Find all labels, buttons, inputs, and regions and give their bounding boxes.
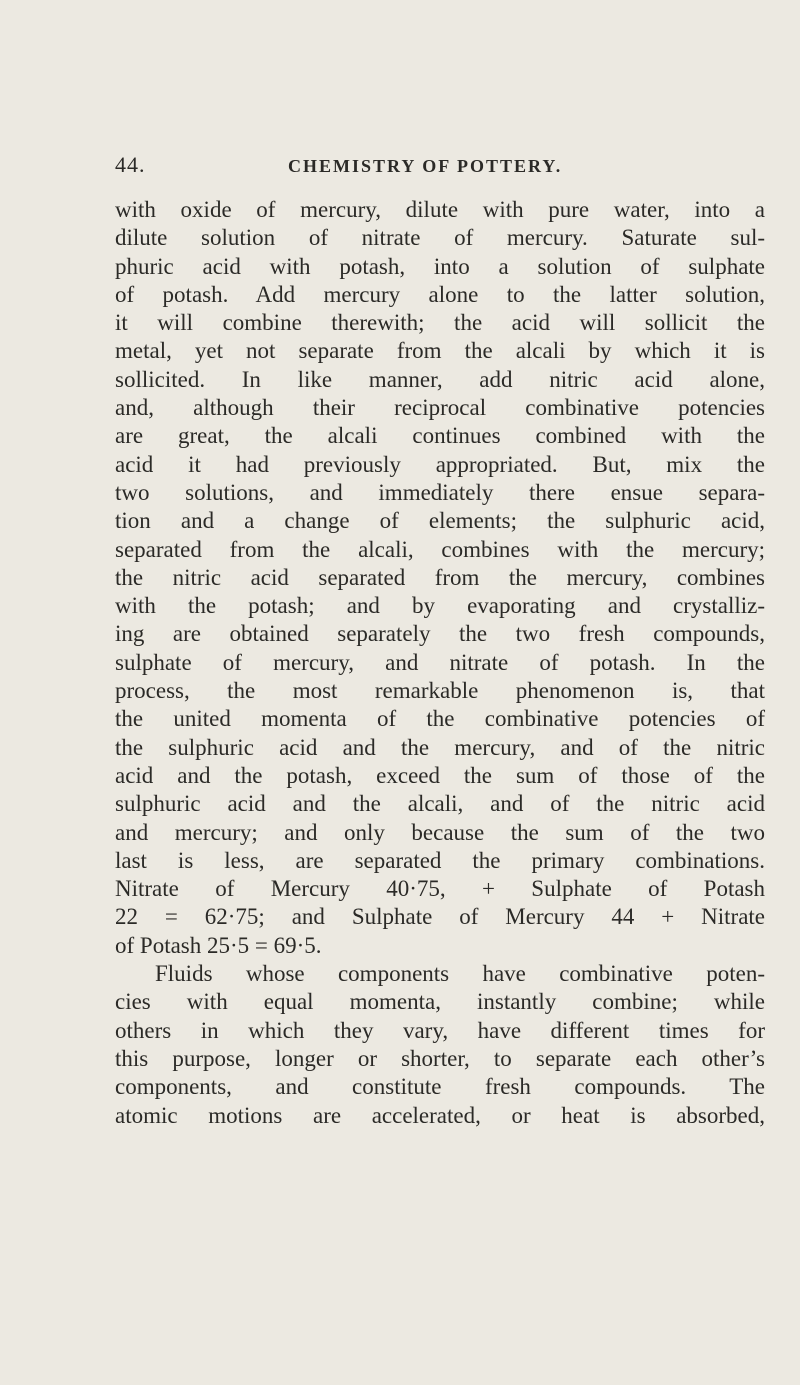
text-line: cies with equal momenta, instantly combine; while [115,989,765,1015]
text-line: sulphate of mercury, and nitrate of potash. In the [115,649,765,675]
text-line: sollicited. In like manner, add nitric acid alone, [115,366,765,392]
text-line: with oxide of mercury, dilute with pure water, into a [115,197,765,222]
text-line: process, the most remarkable phenomenon is, that [115,678,765,704]
text-line: of Potash 25·5 = 69·5. [115,932,322,958]
text-line: tion and a change of elements; the sulphuric acid, [115,508,765,534]
text-line: others in which they vary, have different times for [115,1017,765,1043]
text-line: and, although their reciprocal combinative potencies [115,395,765,421]
running-head [115,152,765,186]
running-title: CHEMISTRY OF POTTERY. [288,156,563,176]
text-line: this purpose, longer or shorter, to separate each other’s [115,1045,765,1071]
text-line: components, and constitute fresh compounds. The [115,1074,765,1100]
text-line: acid and the potash, exceed the sum of those of the [115,762,765,788]
text-line: of potash. Add mercury alone to the latter solution, [115,281,765,307]
body-text [115,196,765,1130]
page-number: 44. [115,152,146,177]
text-line: 22 = 62·75; and Sulphate of Mercury 44 + Nitrate [115,904,765,930]
text-line: last is less, are separated the primary combinations. [115,847,765,873]
text-line: Fluids whose components have combinative poten- [155,961,765,987]
text-line: the sulphuric acid and the mercury, and of the nitric [115,734,765,760]
text-line: and mercury; and only because the sum of the two [115,819,765,845]
text-line: Nitrate of Mercury 40·75, + Sulphate of Potash [115,876,765,902]
text-line: are great, the alcali continues combined with the [115,423,765,449]
text-line: two solutions, and immediately there ensue separa- [115,479,765,505]
text-line: sulphuric acid and the alcali, and of the nitric acid [115,791,765,817]
text-line: with the potash; and by evaporating and crystalliz- [115,593,765,619]
text-line: ing are obtained separately the two fresh compounds, [115,621,765,647]
text-line: metal, yet not separate from the alcali by which it is [115,338,765,364]
text-line: atomic motions are accelerated, or heat is absorbed, [115,1102,765,1128]
text-line: it will combine therewith; the acid will sollicit the [115,310,765,336]
text-line: separated from the alcali, combines with the mercury; [115,536,765,562]
text-line: dilute solution of nitrate of mercury. Saturate sul- [115,225,765,251]
text-line: the nitric acid separated from the mercury, combines [115,564,765,590]
text-line: acid it had previously appropriated. But, mix the [115,451,765,477]
text-line: the united momenta of the combinative potencies of [115,706,765,732]
text-line: phuric acid with potash, into a solution of sulphate [115,253,765,279]
